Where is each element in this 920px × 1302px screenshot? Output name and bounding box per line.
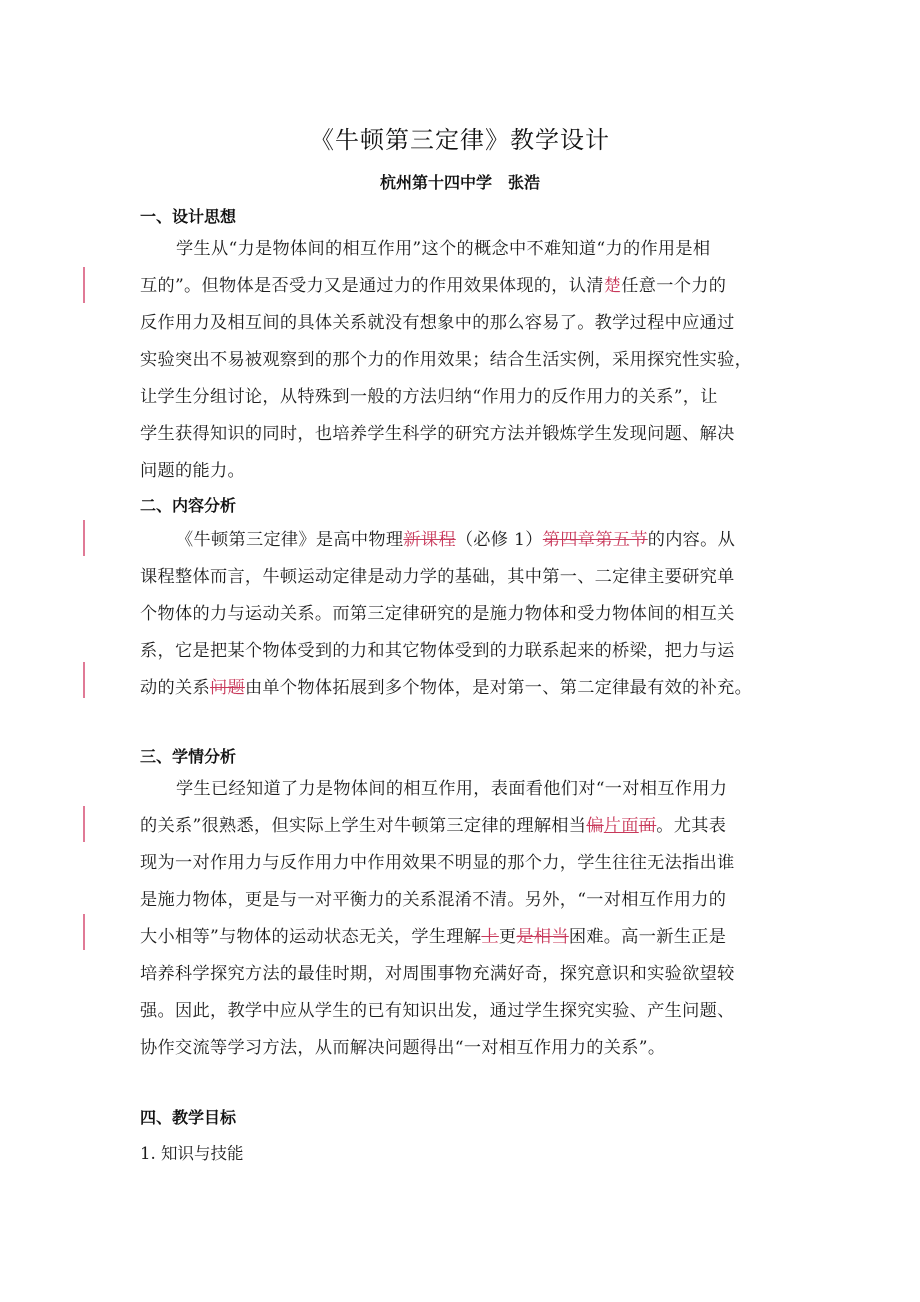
subheading-knowledge-skills: 1. 知识与技能 [140,1144,244,1163]
text-run: 协作交流等学习方法，从而解决问题得出“一对相互作用力的关系”。 [140,1038,666,1058]
text-run: 实验突出不易被观察到的那个力的作用效果；结合生活实例，采用探究性实验， [140,350,753,370]
text-line [140,808,780,845]
tracked-insertion: 片面 [603,816,639,836]
text-run: 。尤其表 [656,816,727,836]
section-heading-content-analysis: 二、内容分析 [140,496,237,515]
text-line [140,919,780,956]
text-line [140,342,780,379]
text-line [140,596,780,633]
text-line [140,522,780,559]
text-line [140,882,780,919]
section-heading-design-idea: 一、设计思想 [140,207,237,226]
text-line [140,559,780,596]
text-run: （必修 1） [455,530,543,550]
text-run: 个物体的力与运动关系。而第三定律研究的是施力物体和受力物体间的相互关 [140,604,735,624]
text-run: 课程整体而言，牛顿运动定律是动力学的基础，其中第一、二定律主要研究单 [140,567,735,587]
paragraph-design-idea [140,231,780,490]
text-line [140,379,780,416]
document-title: 《牛顿第三定律》教学设计 [310,126,610,154]
text-line [140,956,780,993]
text-line [140,305,780,342]
paragraph-content-analysis [140,522,780,707]
text-line [140,1030,780,1067]
text-run: 培养科学探究方法的最佳时期，对周围事物充满好奇，探究意识和实验欲望较 [140,964,735,984]
text-line [140,670,780,707]
text-run: 的关系”很熟悉，但实际上学生对牛顿第三定律的理解相当 [140,816,587,836]
tracked-deletion: 问题 [209,678,245,698]
tracked-deletion: 第四章第五节 [542,530,648,550]
tracked-deletion: 上 [481,927,499,947]
text-run: 的内容。从 [647,530,736,550]
text-run: 让学生分组讨论，从特殊到一般的方法归纳“作用力的反作用力的关系”，让 [140,387,718,407]
text-run: 问题的能力。 [140,461,245,481]
text-run: 学生已经知道了力是物体间的相互作用，表面看他们对“一对相互作用力 [176,779,728,799]
text-run: 由单个物体拓展到多个物体，是对第一、第二定律最有效的补充。 [244,678,753,698]
change-bar [83,914,85,950]
text-run: 困难。高一新生正是 [568,927,727,947]
text-run: 大小相等”与物体的运动状态无关，学生理解 [140,927,482,947]
section-heading-student-analysis: 三、学情分析 [140,747,237,766]
text-line [140,633,780,670]
text-run: 系，它是把某个物体受到的力和其它物体受到的力联系起来的桥梁，把力与运 [140,641,735,661]
text-run: 强。因此，教学中应从学生的已有知识出发，通过学生探究实验、产生问题、 [140,1001,735,1021]
text-line [140,993,780,1030]
text-run: 《牛顿第三定律》是高中物理 [176,530,404,550]
text-run: 任意一个力的 [621,276,727,296]
tracked-insertion: 楚 [603,276,622,296]
author-line: 杭州第十四中学 张浩 [379,173,540,192]
text-line [140,771,780,808]
text-run: 学生获得知识的同时，也培养学生科学的研究方法并锻炼学生发现问题、解决 [140,424,735,444]
tracked-deletion: 是相当 [516,927,569,947]
text-line [140,268,780,305]
text-run: 动的关系 [140,678,210,698]
change-bar [83,267,85,303]
text-line [140,231,780,268]
text-line [140,845,780,882]
text-run: 反作用力及相互间的具体关系就没有想象中的那么容易了。教学过程中应通过 [140,313,735,333]
section-heading-teaching-goals: 四、教学目标 [140,1108,237,1127]
change-bar [83,662,85,698]
text-run: 学生从“力是物体间的相互作用”这个的概念中不难知道“力的作用是相 [176,239,711,259]
change-bar [83,806,85,842]
tracked-deletion: 新课程 [403,530,456,550]
text-run: 更 [498,927,517,947]
tracked-deletion: 面 [638,816,657,836]
paragraph-student-analysis [140,771,780,1067]
text-run: 是施力物体，更是与一对平衡力的关系混淆不清。另外，“一对相互作用力的 [140,890,727,910]
text-run: 现为一对作用力与反作用力中作用效果不明显的那个力，学生往往无法指出谁 [140,853,735,873]
text-run: 互的”。但物体是否受力又是通过力的作用效果体现的，认清 [140,276,604,296]
tracked-deletion: 偏 [586,816,604,836]
text-line [140,416,780,453]
text-line [140,453,780,490]
change-bar [83,520,85,556]
